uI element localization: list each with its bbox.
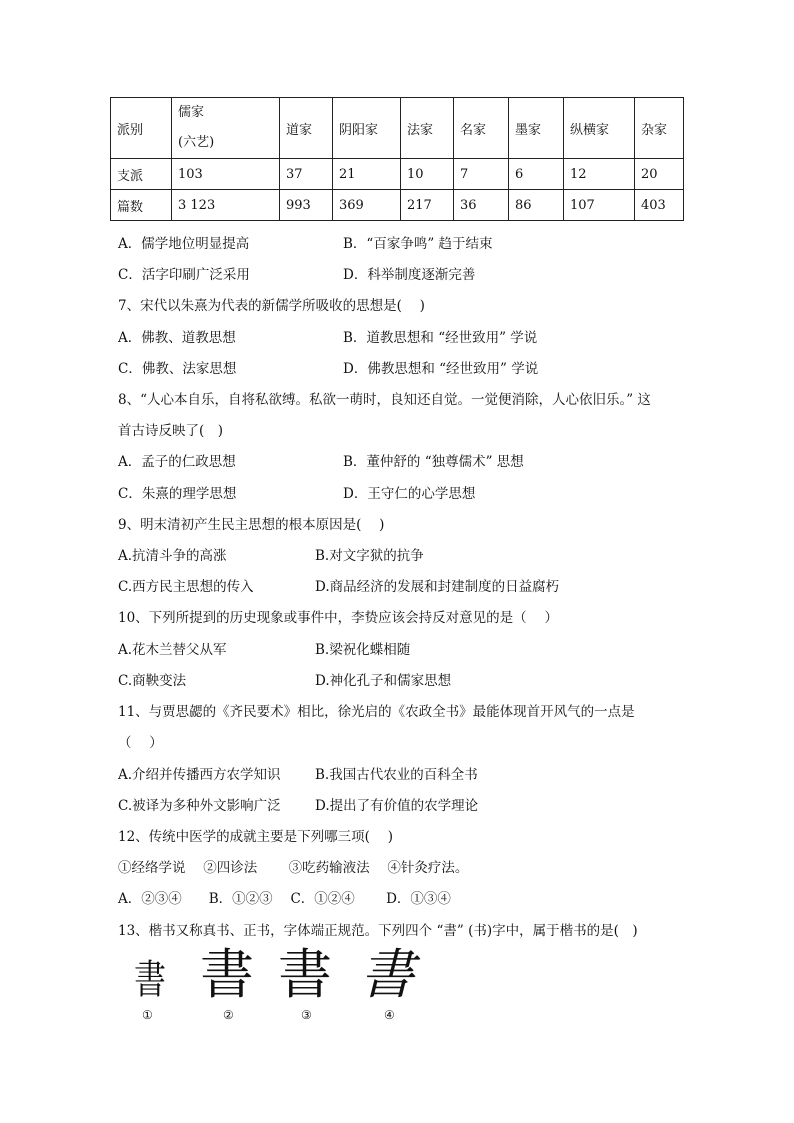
q8-option-d: D．王守仁的心学思想 [343,486,476,502]
q7-option-d: D．佛教思想和 “经世致用” 学说 [343,361,539,377]
table-cell: 403 [635,190,684,221]
q6-option-d: D．科举制度逐渐完善 [343,267,476,283]
table-cell: 支派 [111,159,172,190]
q11-stem-line2: （ ） [118,735,163,751]
glyph-label-4: ④ [384,1008,395,1022]
table-cell [564,98,635,159]
calligraphy-regular-glyph: 書 [278,945,332,1005]
table-header-row [111,98,684,159]
q12-items: ①经络学说 ②四诊法 ③吃药输液法 ④针灸疗法。 [118,860,469,876]
table-cell: 12 [564,159,635,190]
q8-stem-line2: 首古诗反映了( ) [118,423,224,439]
cell-text: 墨家 [515,122,542,138]
q9-option-b: B.对文字狱的抗争 [315,548,424,564]
table-cell: 37 [280,159,333,190]
schools-table [110,97,684,221]
cell-text: 道家 [286,122,313,138]
q9-option-a: A.抗清斗争的高涨 [118,548,227,564]
q13-stem: 13、楷书又称真书、正书，字体端正规范。下列四个 “書” (书)字中，属于楷书的是( ) [118,923,638,939]
q10-option-b: B.梁祝化蝶相随 [315,642,411,658]
q9-option-c: C.西方民主思想的传入 [118,579,254,595]
q7-option-b: B．道教思想和 “经世致用” 学说 [343,330,538,346]
cell-text: 阴阳家 [339,122,379,138]
table-cell: 7 [454,159,509,190]
cell-text: 儒家 [178,105,205,120]
table-cell: 217 [401,190,454,221]
q7-option-a: A．佛教、道教思想 [118,330,236,346]
q10-stem: 10、下列所提到的历史现象或事件中，李贽应该会持反对意见的是（ ） [118,610,558,626]
glyph-label-2: ② [223,1008,234,1022]
q11-option-a: A.介绍并传播西方农学知识 [118,767,281,783]
table-cell: 103 [172,159,280,190]
table-cell: 20 [635,159,684,190]
table-cell: 10 [401,159,454,190]
table-cell [172,98,280,159]
cell-text: 名家 [460,122,487,138]
q11-option-b: B.我国古代农业的百科全书 [315,767,478,783]
calligraphy-seal-glyph: 書 [134,957,166,1003]
table-cell [509,98,564,159]
q8-option-c: C．朱熹的理学思想 [118,486,237,502]
table-cell [280,98,333,159]
cell-text: 杂家 [641,122,668,138]
q7-stem: 7、宋代以朱熹为代表的新儒学所吸收的思想是( ) [118,298,425,314]
q12-options: A．②③④ B．①②③ C．①②④ D．①③④ [118,891,451,907]
table-cell [333,98,401,159]
table-cell: 6 [509,159,564,190]
table-cell [635,98,684,159]
table-cell: 107 [564,190,635,221]
q6-option-b: B．“百家争鸣” 趋于结束 [343,236,493,252]
q10-option-c: C.商鞅变法 [118,673,187,689]
glyph-label-3: ③ [301,1008,312,1022]
q8-stem-line1: 8、“人心本自乐，自将私欲缚。私欲一萌时，良知还自觉。一觉便消除，人心依旧乐。” 这 [118,392,651,408]
q6-option-c: C．活字印刷广泛采用 [118,267,250,283]
table-cell [454,98,509,159]
q11-option-c: C.被译为多种外文影响广泛 [118,798,281,814]
table-cell: 36 [454,190,509,221]
calligraphy-clerical-glyph: 書 [200,943,254,1006]
table-row-volumes [111,190,684,221]
q11-stem-line1: 11、与贾思勰的《齐民要术》相比，徐光启的《农政全书》最能体现首开风气的一点是 [118,704,635,720]
table-cell: 3 123 [172,190,280,221]
q8-option-a: A．孟子的仁政思想 [118,454,236,470]
q10-option-a: A.花木兰替父从军 [118,642,227,658]
table-cell: 369 [333,190,401,221]
table-cell: 篇数 [111,190,172,221]
q8-option-b: B．董仲舒的 “独尊儒术” 思想 [343,454,524,470]
cell-text: 纵横家 [570,122,610,138]
q7-option-c: C．佛教、法家思想 [118,361,237,377]
table-row-branches [111,159,684,190]
q10-option-d: D.神化孔子和儒家思想 [315,673,452,689]
table-cell [401,98,454,159]
cell-text: 法家 [407,122,434,138]
cell-text: 派别 [117,122,144,138]
q9-stem: 9、明末清初产生民主思想的根本原因是( ) [118,517,385,533]
q9-option-d: D.商品经济的发展和封建制度的日益腐朽 [315,579,560,595]
calligraphy-cursive-glyph: 書 [360,943,414,1006]
q6-option-a: A．儒学地位明显提高 [118,236,250,252]
cell-text: (六艺) [178,135,215,150]
table-cell [111,98,172,159]
table-cell: 993 [280,190,333,221]
table-cell: 21 [333,159,401,190]
glyph-label-1: ① [142,1008,153,1022]
q12-stem: 12、传统中医学的成就主要是下列哪三项( ) [118,829,394,845]
q11-option-d: D.提出了有价值的农学理论 [315,798,479,814]
table-cell: 86 [509,190,564,221]
